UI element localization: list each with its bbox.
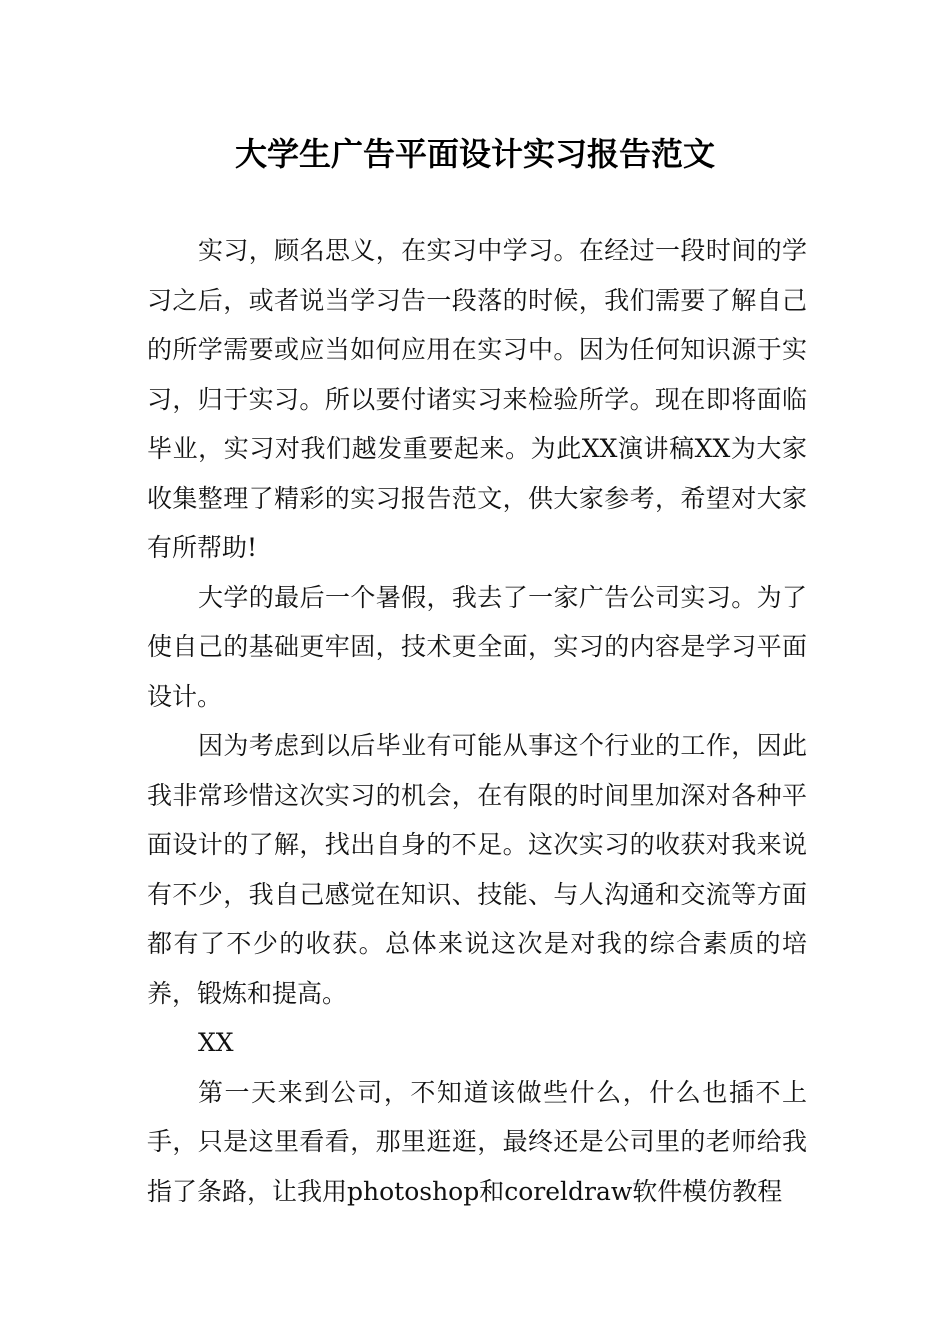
document-body <box>147 226 807 1216</box>
paragraph-reflection: 因为考虑到以后毕业有可能从事这个行业的工作，因此我非常珍惜这次实习的机会，在有限的时间里加深对各种平面设计的了解，找出自身的不足。这次实习的收获对我来说有不少，我自己感觉在知识、技能、与人沟通和交流等方面都有了不少的收获。总体来说这次是对我的综合素质的培养，锻炼和提高。 <box>147 731 807 1008</box>
document-title: 大学生广告平面设计实习报告范文 <box>234 135 715 173</box>
paragraph-section-marker: XX <box>198 1028 234 1057</box>
paragraph-first-day: 第一天来到公司，不知道该做些什么，什么也插不上手，只是这里看看，那里逛逛，最终还是公司里的老师给我指了条路，让我用photoshop和coreldraw软件模仿教程 <box>147 1077 807 1206</box>
paragraph-intro: 实习，顾名思义，在实习中学习。在经过一段时间的学习之后，或者说当学习告一段落的时候，我们需要了解自己的所学需要或应当如何应用在实习中。因为任何知识源于实习，归于实习。所以要付诸实习来检验所学。现在即将面临毕业，实习对我们越发重要起来。为此XX演讲稿XX为大家收集整理了精彩的实习报告范文，供大家参考，希望对大家有所帮助! <box>147 236 807 562</box>
paragraph-internship: 大学的最后一个暑假，我去了一家广告公司实习。为了使自己的基础更牢固，技术更全面，实习的内容是学习平面设计。 <box>147 582 807 711</box>
